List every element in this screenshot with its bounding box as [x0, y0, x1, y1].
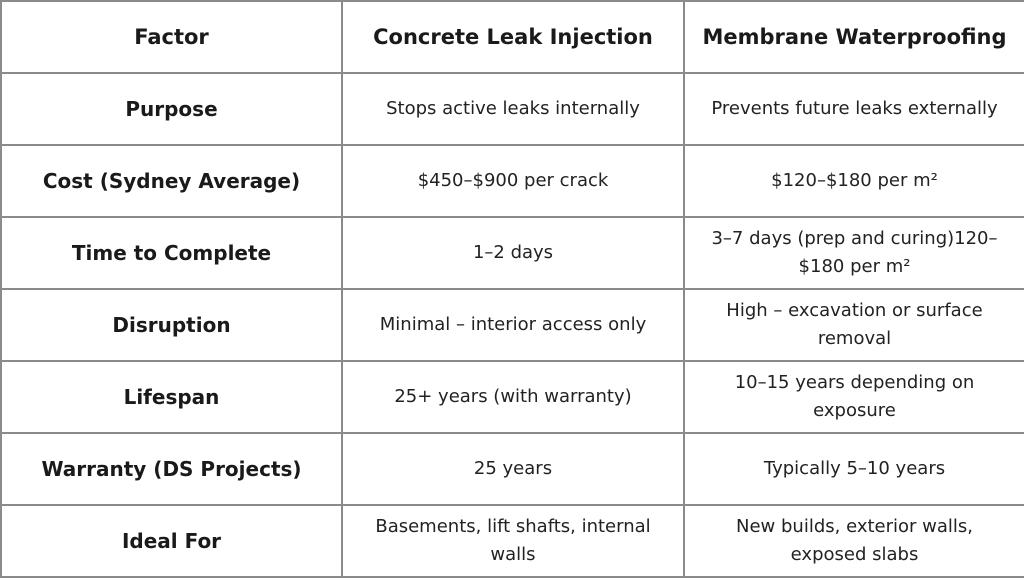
concrete-leak-injection-cell: Stops active leaks internally — [342, 73, 684, 145]
concrete-leak-injection-cell: 1–2 days — [342, 217, 684, 289]
row-factor-label: Lifespan — [1, 361, 342, 433]
membrane-waterproofing-cell: Typically 5–10 years — [684, 433, 1024, 505]
membrane-waterproofing-cell: 3–7 days (prep and curing)120–$180 per m² — [684, 217, 1024, 289]
concrete-leak-injection-cell: Minimal – interior access only — [342, 289, 684, 361]
concrete-leak-injection-cell: 25 years — [342, 433, 684, 505]
row-factor-label: Purpose — [1, 73, 342, 145]
row-factor-label: Time to Complete — [1, 217, 342, 289]
table-row — [1, 361, 1024, 433]
row-factor-label: Cost (Sydney Average) — [1, 145, 342, 217]
table-row — [1, 505, 1024, 577]
table-header-row — [1, 1, 1024, 73]
table-row — [1, 145, 1024, 217]
table-row — [1, 217, 1024, 289]
row-factor-label: Ideal For — [1, 505, 342, 577]
membrane-waterproofing-cell: Prevents future leaks externally — [684, 73, 1024, 145]
membrane-waterproofing-cell: High – excavation or surface removal — [684, 289, 1024, 361]
concrete-leak-injection-cell: $450–$900 per crack — [342, 145, 684, 217]
concrete-leak-injection-cell: 25+ years (with warranty) — [342, 361, 684, 433]
table-row — [1, 433, 1024, 505]
header-factor: Factor — [1, 1, 342, 73]
membrane-waterproofing-cell: $120–$180 per m² — [684, 145, 1024, 217]
concrete-leak-injection-cell: Basements, lift shafts, internal walls — [342, 505, 684, 577]
header-concrete-leak-injection: Concrete Leak Injection — [342, 1, 684, 73]
membrane-waterproofing-cell: 10–15 years depending on exposure — [684, 361, 1024, 433]
row-factor-label: Warranty (DS Projects) — [1, 433, 342, 505]
table-row — [1, 73, 1024, 145]
membrane-waterproofing-cell: New builds, exterior walls, exposed slabs — [684, 505, 1024, 577]
row-factor-label: Disruption — [1, 289, 342, 361]
table-row — [1, 289, 1024, 361]
header-membrane-waterproofing: Membrane Waterproofing — [684, 1, 1024, 73]
